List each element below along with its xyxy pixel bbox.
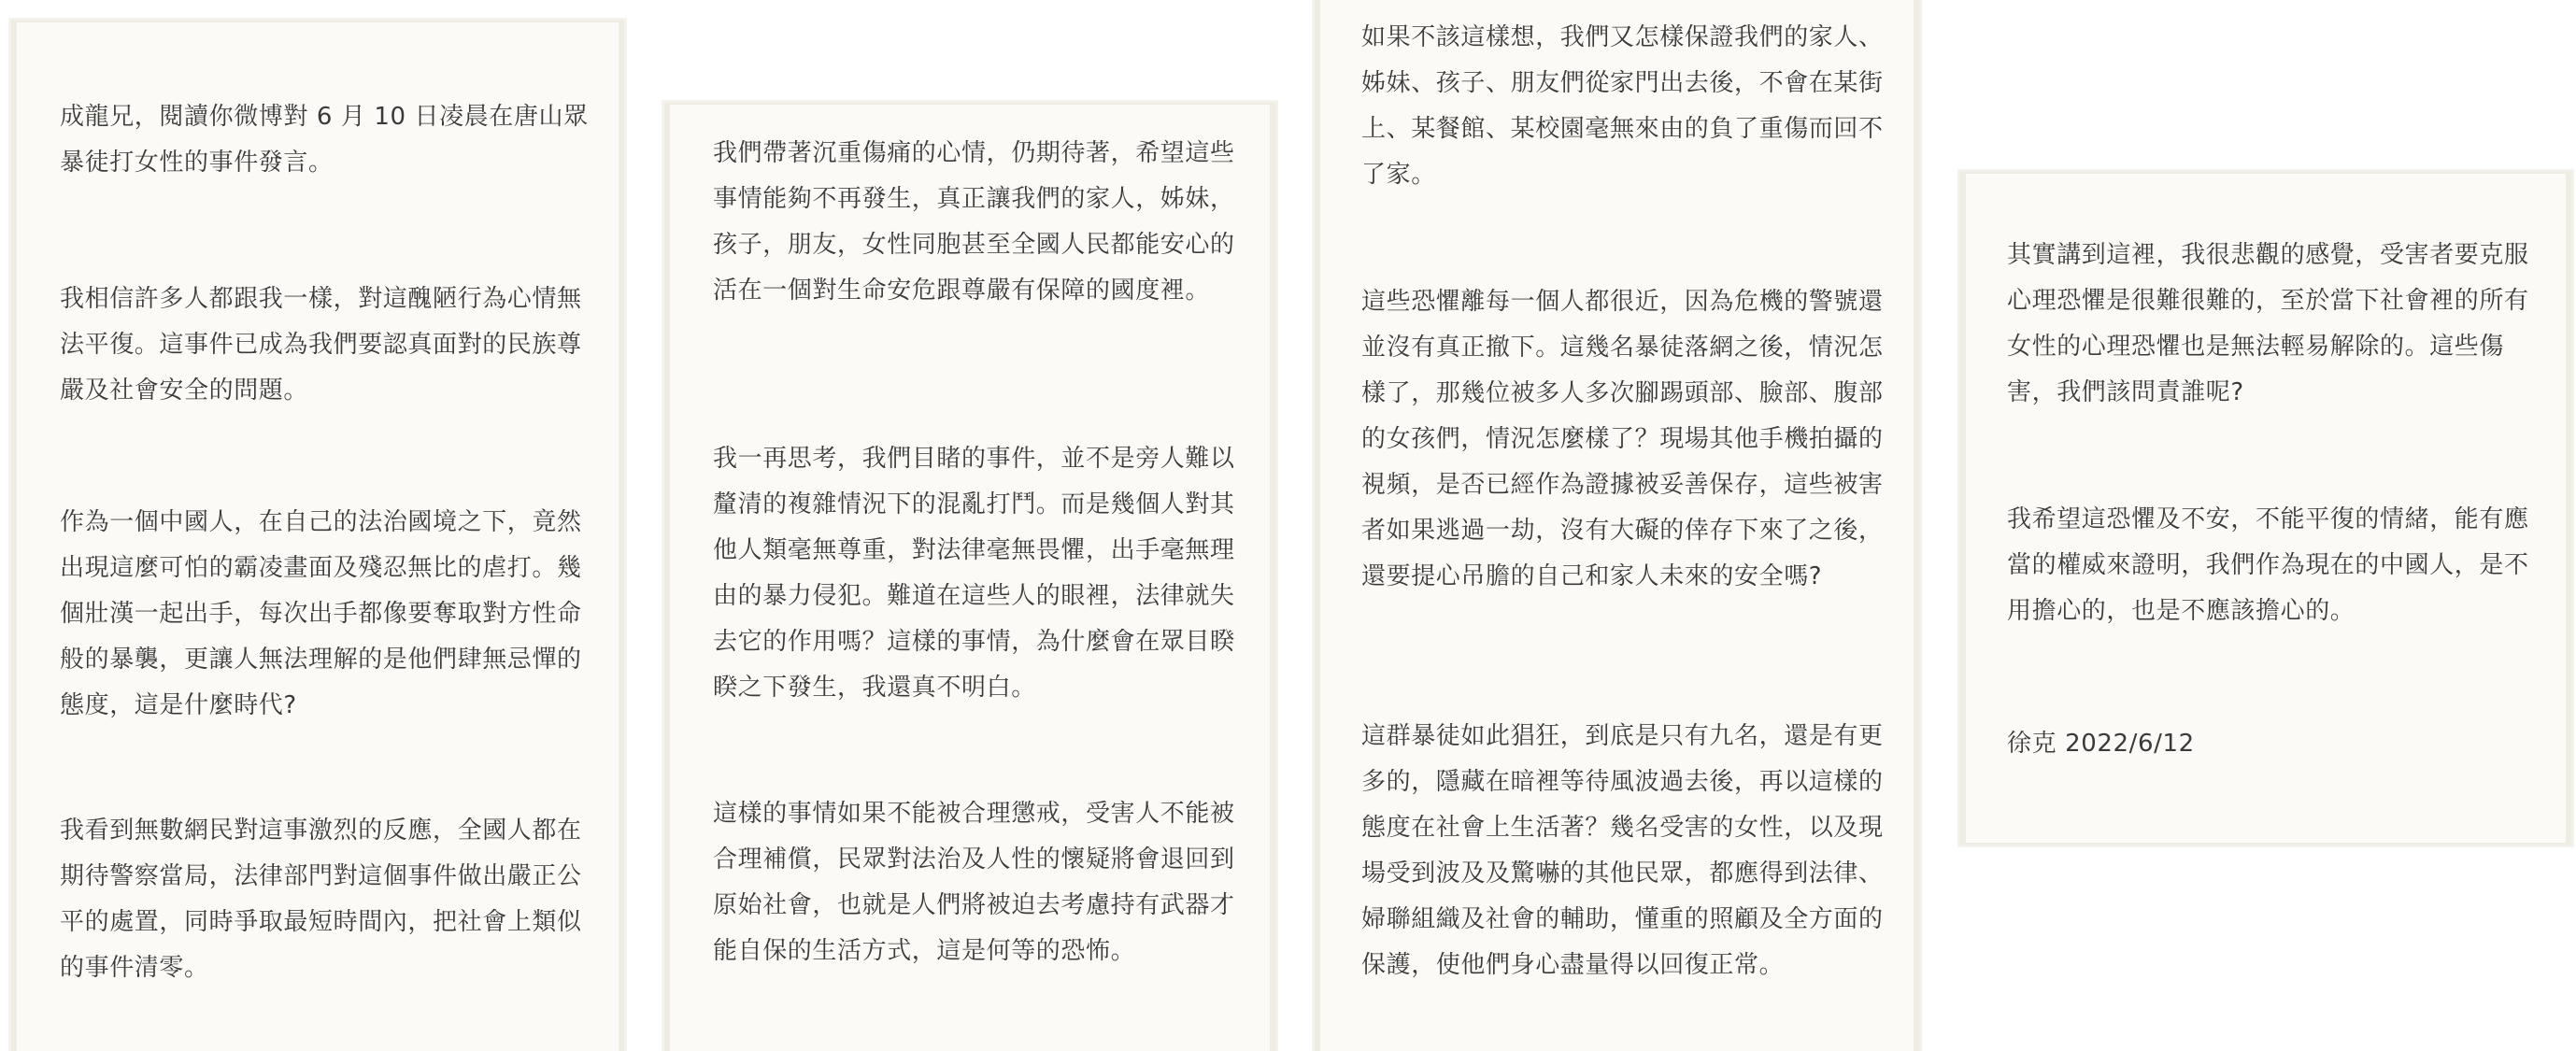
letter-page-4: [1962, 174, 2569, 843]
paragraph: 作為一個中國人，在自己的法治國境之下，竟然出現這麼可怕的霸凌畫面及殘忍無比的虐打。幾個壯漢一起出手，每次出手都像要奪取對方性命般的暴襲，更讓人無法理解的是他們肆無忌憚的態度，這是什麼時代?: [60, 508, 582, 719]
paragraph: 這樣的事情如果不能被合理懲戒，受害人不能被合理補償，民眾對法治及人性的懷疑將會退回到原始社會，也就是人們將被迫去考慮持有武器才能自保的生活方式，這是何等的恐怖。: [713, 800, 1235, 965]
letter-page-1: [13, 22, 622, 1051]
paragraph: 我們帶著沉重傷痛的心情，仍期待著，希望這些事情能夠不再發生，真正讓我們的家人，姊妹，孩子，朋友，女性同胞甚至全國人民都能安心的活在一個對生命安危跟尊嚴有保障的國度裡。: [713, 139, 1235, 305]
paragraph: 這些恐懼離每一個人都很近，因為危機的警號還並沒有真正撤下。這幾名暴徒落網之後，情況怎樣了，那幾位被多人多次腳踢頭部、臉部、腹部的女孩們，情況怎麼樣了？現場其他手機拍攝的視頻，是否已經作為證據被妥善保存，這些被害者如果逃過一劫，沒有大礙的倖存下來了之後，還要提心吊膽的自己和家人未來的安全嗎?: [1361, 288, 1884, 590]
letter-page-2: [666, 105, 1274, 1051]
paragraph: 我相信許多人都跟我一樣，對這醜陋行為心情無法平復。這事件已成為我們要認真面對的民族尊嚴及社會安全的問題。: [60, 285, 582, 405]
paragraph: 如果不該這樣想，我們又怎樣保證我們的家人、姊妹、孩子、朋友們從家門出去後，不會在某街上、某餐館、某校園毫無來由的負了重傷而回不了家。: [1361, 23, 1884, 189]
paragraph: 我一再思考，我們目睹的事件，並不是旁人難以釐清的複雜情況下的混亂打鬥。而是幾個人對其他人類毫無尊重，對法律毫無畏懼，出手毫無理由的暴力侵犯。難道在這些人的眼裡，法律就失去它的作用嗎？這樣的事情，為什麼會在眾目睽睽之下發生，我還真不明白。: [713, 445, 1235, 702]
paragraph: 其實講到這裡，我很悲觀的感覺，受害者要克服心理恐懼是很難很難的，至於當下社會裡的所有女性的心理恐懼也是無法輕易解除的。這些傷害，我們該問責誰呢?: [2007, 241, 2529, 406]
paragraph: 我看到無數網民對這事激烈的反應，全國人都在期待警察當局，法律部門對這個事件做出嚴正公平的處置，同時爭取最短時間內，把社會上類似的事件清零。: [60, 817, 582, 982]
paragraph: 我希望這恐懼及不安，不能平復的情緒，能有應當的權威來證明，我們作為現在的中國人，是不用擔心的，也是不應該擔心的。: [2007, 505, 2529, 625]
signature-line: 徐克 2022/6/12: [2007, 730, 2195, 758]
paragraph: 成龍兄，閱讀你微博對 6 月 10 日凌晨在唐山眾暴徒打女性的事件發言。: [60, 103, 589, 177]
paragraph: 這群暴徒如此猖狂，到底是只有九名，還是有更多的，隱藏在暗裡等待風波過去後，再以這樣的態度在社會上生活著？幾名受害的女性，以及現場受到波及及驚嚇的其他民眾，都應得到法律、婦聯組織及社會的輔助，懂重的照顧及全方面的保護，使他們身心盡量得以回復正常。: [1361, 722, 1884, 979]
letter-page-3: [1316, 0, 1917, 1051]
